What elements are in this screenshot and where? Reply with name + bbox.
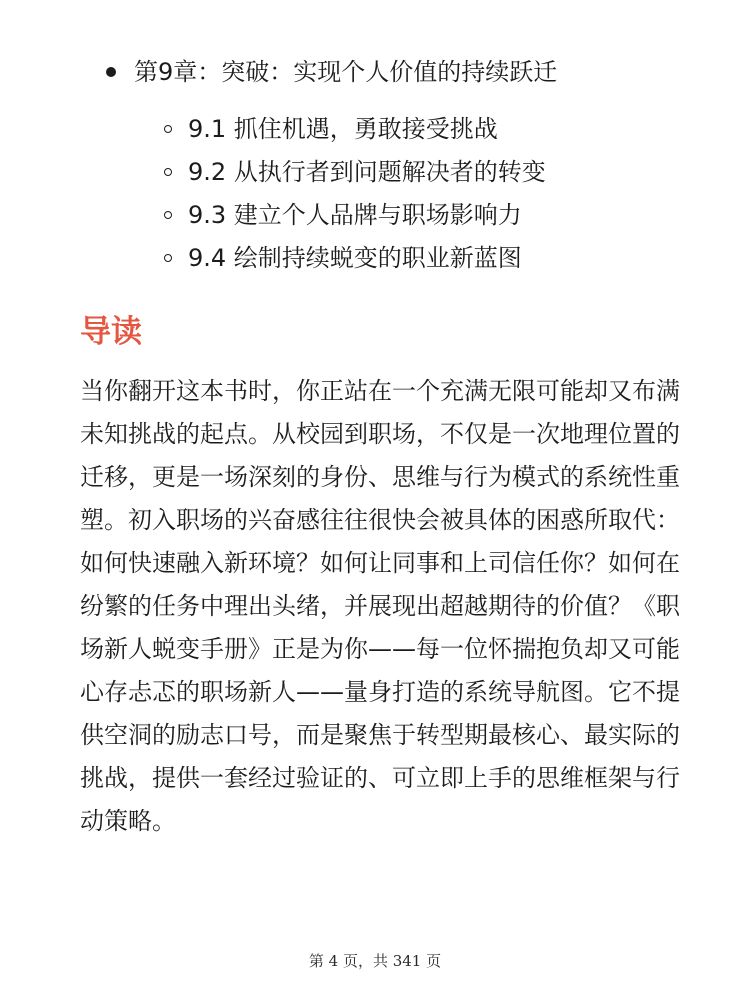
chapter-list-item: [112, 54, 557, 90]
section-label: 9.4 绘制持续蜕变的职业新蓝图: [188, 244, 522, 272]
intro-heading: 导读: [80, 314, 142, 350]
bullet-circle-icon: [164, 254, 172, 262]
section-label: 9.2 从执行者到问题解决者的转变: [188, 158, 546, 186]
bullet-circle-icon: [164, 168, 172, 176]
bullet-circle-icon: [164, 211, 172, 219]
section-item: [160, 108, 546, 151]
section-item: [160, 237, 546, 280]
intro-paragraph: 当你翻开这本书时，你正站在一个充满无限可能却又布满未知挑战的起点。从校园到职场，不仅是一次地理位置的迁移，更是一场深刻的身份、思维与行为模式的系统性重塑。初入职场的兴奋感往往很快会被具体的困惑所取代：如何快速融入新环境？如何让同事和上司信任你？如何在纷繁的任务中理出头绪，并展现出超越期待的价值？《职场新人蜕变手册》正是为你——每一位怀揣抱负却又可能心存忐忑的职场新人——量身打造的系统导航图。它不提供空洞的励志口号，而是聚焦于转型期最核心、最实际的挑战，提供一套经过验证的、可立即上手的思维框架与行动策略。: [80, 377, 680, 835]
section-item: [160, 151, 546, 194]
chapter-title: 第9章：突破：实现个人价值的持续跃迁: [134, 58, 558, 86]
bullet-circle-icon: [164, 125, 172, 133]
bullet-disc-icon: [106, 67, 116, 77]
section-list: [160, 108, 546, 280]
page-number: 第 4 页，共 341 页: [308, 952, 442, 970]
section-label: 9.1 抓住机遇，勇敢接受挑战: [188, 115, 498, 143]
section-label: 9.3 建立个人品牌与职场影响力: [188, 201, 522, 229]
section-item: [160, 194, 546, 237]
